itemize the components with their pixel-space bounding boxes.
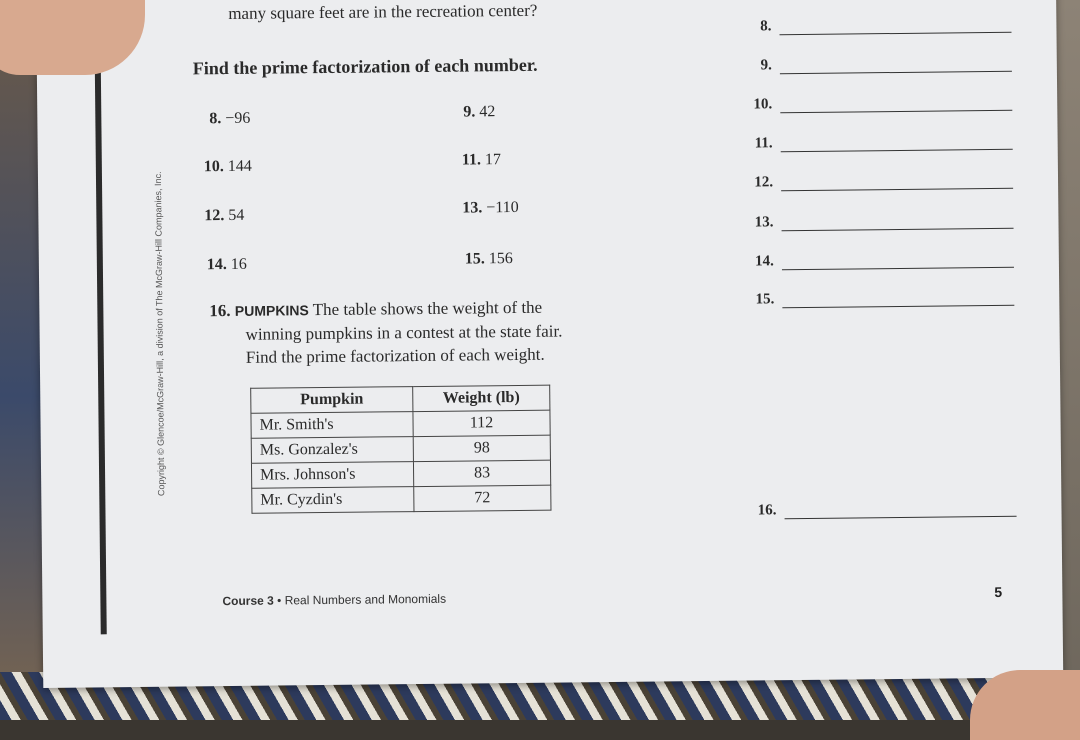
answer-blank-9[interactable]: 9. <box>737 55 1012 75</box>
problem-12: 12. 54 <box>204 206 245 225</box>
table-row <box>251 435 550 463</box>
answer-line[interactable] <box>780 57 1012 74</box>
page-spine <box>95 49 107 634</box>
answer-blank-10[interactable]: 10. <box>737 94 1012 114</box>
word-problem-line2: winning pumpkins in a contest at the state fair. <box>245 321 563 344</box>
answer-line[interactable] <box>781 214 1013 231</box>
pumpkin-name-cell: Ms. Gonzalez's <box>251 437 413 464</box>
word-problem-16: 16. PUMPKINS The table shows the weight of the <box>209 297 543 321</box>
answer-blank-8[interactable]: 8. <box>736 16 1011 36</box>
section-heading: Find the prime factorization of each number. <box>192 54 538 79</box>
worksheet-page <box>36 0 1063 688</box>
page-number: 5 <box>994 583 1003 600</box>
answer-blank-15[interactable]: 15. <box>739 289 1014 309</box>
top-line-text: many square feet are in the recreation center? <box>228 0 538 23</box>
table-row <box>251 460 550 488</box>
problem-15: 15. 156 <box>464 250 513 268</box>
copyright-notice: Copyright © Glencoe/McGraw-Hill, a division of The McGraw-Hill Companies, Inc. <box>152 171 167 497</box>
answer-line[interactable] <box>782 291 1014 308</box>
problem-14: 14. 16 <box>206 255 247 274</box>
page-footer: Course 3 • Real Numbers and Monomials <box>222 591 447 609</box>
answer-blank-11[interactable]: 11. <box>738 133 1013 153</box>
pumpkin-weight-cell: 98 <box>413 435 550 461</box>
pumpkin-weight-cell: 112 <box>413 410 550 436</box>
column-header-weight: Weight (lb) <box>413 385 550 411</box>
word-problem-line3: Find the prime factorization of each weight. <box>245 344 545 367</box>
problem-11: 11. 17 <box>461 151 502 169</box>
answer-line[interactable] <box>784 502 1016 519</box>
answer-line[interactable] <box>782 253 1014 270</box>
pumpkin-name-cell: Mr. Smith's <box>251 412 413 439</box>
pumpkin-name-cell: Mrs. Johnson's <box>251 462 413 489</box>
answer-line[interactable] <box>781 174 1013 191</box>
problem-8: 8. −96 <box>209 109 251 128</box>
problem-10: 10. 144 <box>203 157 252 176</box>
problem-9: 9. 42 <box>463 103 496 121</box>
answer-blank-14[interactable]: 14. <box>739 251 1014 271</box>
table-row <box>251 410 550 438</box>
table-header-row <box>251 385 550 413</box>
pumpkin-weight-cell: 83 <box>413 460 550 486</box>
pumpkin-table <box>250 385 551 514</box>
answer-line[interactable] <box>779 18 1011 35</box>
answer-blank-13[interactable]: 13. <box>738 212 1013 232</box>
answer-line[interactable] <box>781 135 1013 152</box>
answer-blank-12[interactable]: 12. <box>738 172 1013 192</box>
table-row <box>252 485 551 513</box>
pumpkin-weight-cell: 72 <box>414 485 551 511</box>
problem-13: 13. −110 <box>462 198 519 217</box>
pumpkin-name-cell: Mr. Cyzdin's <box>252 487 414 514</box>
answer-line[interactable] <box>780 96 1012 113</box>
answer-blank-16[interactable]: 16. <box>741 500 1016 520</box>
column-header-pumpkin: Pumpkin <box>251 387 413 414</box>
